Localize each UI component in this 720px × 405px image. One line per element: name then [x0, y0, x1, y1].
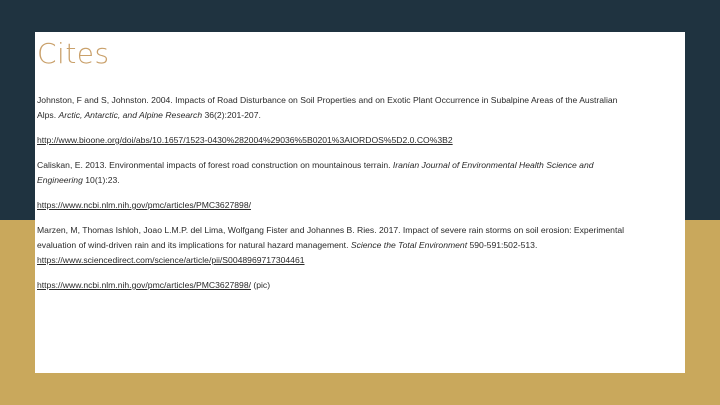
reference-caliskan — [37, 158, 627, 188]
reference-link-pic — [37, 278, 627, 293]
references-list — [37, 93, 627, 303]
journal-name: Arctic, Antarctic, and Alpine Research — [58, 110, 203, 120]
reference-citation: 36(2):201-207. — [202, 110, 261, 120]
slide-title: Cites — [37, 37, 110, 70]
pic-label: (pic) — [250, 280, 271, 290]
reference-citation: 10(1):23. — [82, 175, 120, 185]
reference-marzen — [37, 223, 627, 268]
bioone-link[interactable]: http://www.bioone.org/doi/abs/10.1657/1523-0430%282004%29036%5B0201%3AIORDOS%5D2.0.CO%3B2 — [37, 135, 453, 145]
reference-johnston — [37, 93, 627, 123]
reference-text: Caliskan, E. 2013. Environmental impacts of forest road construction on mountainous terrain. — [37, 160, 393, 170]
journal-name: Science the Total Environment — [350, 240, 468, 250]
journal-name: Iranian Journal of Environmental Health Science and Engineering — [37, 160, 594, 185]
sciencedirect-link[interactable]: https://www.sciencedirect.com/science/article/pii/S0048969717304461 — [37, 255, 305, 265]
reference-citation: 590-591:502-513. — [467, 240, 538, 250]
reference-link-bioone — [37, 133, 627, 148]
reference-link-ncbi — [37, 198, 627, 213]
ncbi-link[interactable]: https://www.ncbi.nlm.nih.gov/pmc/articles/PMC3627898/ — [37, 200, 251, 210]
reference-text: Marzen, M, Thomas Ishloh, Joao L.M.P. del Lima, Wolfgang Fister and Johannes B. Ries. 2017. Impact of severe rain storms on soil erosion: Experimental evaluation of wind-driven rain and its implications for natural hazard management. — [37, 225, 625, 250]
ncbi-pic-link[interactable]: https://www.ncbi.nlm.nih.gov/pmc/articles/PMC3627898/ — [37, 280, 251, 290]
reference-text: Johnston, F and S, Johnston. 2004. Impacts of Road Disturbance on Soil Properties and on Exotic Plant Occurrence in Subalpine Areas of the Australian Alps. — [37, 95, 618, 120]
